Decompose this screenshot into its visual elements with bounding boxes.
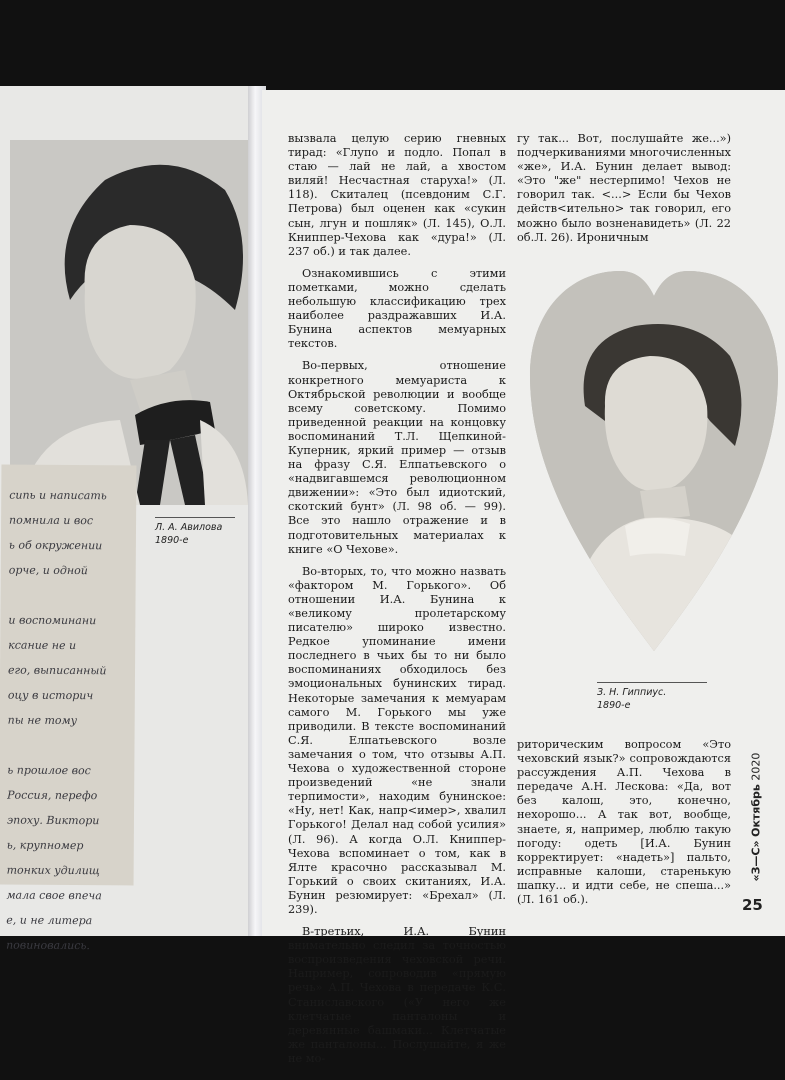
avilova-portrait (10, 140, 248, 505)
paragraph: риторическим вопросом «Это чеховский язык?» сопровождаются рассуждения А.П. Чехова в передаче А.Н. Лескова: «Да, вот без калош, это, конечно, нехорошо... А так вот, вообще, знаете, я, например, люблю такую погоду: одеть [И.А. Бунин корректирует: «надеть»] пальто, исправные калоши, старенькую шапку... и идти себе, не спеша...» (Л. 161 об.). (517, 738, 731, 907)
manuscript-line: пы не тому (7, 713, 78, 728)
avilova-caption (155, 517, 235, 547)
running-footer (744, 735, 768, 895)
gippius-heart-portrait (525, 256, 783, 656)
manuscript-line: эпоху. Виктори (6, 813, 100, 828)
journal-year: 2020 (749, 752, 763, 781)
gippius-caption (597, 682, 707, 712)
manuscript-line: мала свое впеча (6, 888, 102, 903)
paragraph: В-третьих, И.А. Бунин внимательно следил за точностью воспроизведения чеховской речи. Например, сопроводив «прямую речь» А.П. Чехова в передаче К.С. Станиславского («У него же клетчатые панталоны и деревянные башмаки... Клетчатые же панталоны... Послушайте, я же не мо- (288, 925, 506, 1065)
text-column-right-top (517, 132, 731, 245)
manuscript-line: помнила и вос (9, 513, 94, 528)
text-column-left (288, 132, 506, 1066)
paragraph: гу так... Вот, послушайте же...») подчеркиваниями многочисленных «же», И.А. Бунин делает вывод: «Это "же" нестерпимо! Чехов не говорил так. <...> Если бы Чехов действ<ительно> так говорил, его можно было возненавидеть» (Л. 22 об.Л. 26). Ироничным (517, 132, 731, 244)
manuscript-line: ксание не и (8, 638, 77, 653)
manuscript-line: ь об окружении (8, 538, 103, 553)
caption-name: Л. А. Авилова (155, 522, 223, 533)
manuscript-line: Россия, перефо (7, 788, 98, 803)
manuscript-line: сипь и написать (9, 488, 107, 503)
manuscript-line: его, выписанный (7, 663, 107, 678)
paragraph: Ознакомившись с этими пометками, можно сделать небольшую классификацию трех наиболее раздражавших И.А. Бунина аспектов мемуарных текстов. (288, 266, 506, 351)
journal-name: «З—С» (749, 840, 763, 882)
caption-year: 1890-е (155, 535, 189, 546)
manuscript-line: ь прошлое вос (7, 763, 91, 778)
paragraph: вызвала целую серию гневных тирад: «Глупо и подло. Попал в стаю — лай не лай, а хвостом виляй! Несчастная старуха!» (Л. 118). Скиталец (псевдоним С.Г. Петрова) был оценен как «сукин сын, лгун и пошляк» (Л. 145), О.Л. Книппер-Чехова как «дура!» (Л. 237 об.) и так далее. (288, 132, 506, 258)
journal-month: Октябрь (749, 784, 763, 837)
manuscript-page (0, 465, 136, 953)
text-column-right-bottom (517, 738, 731, 907)
manuscript-line: е, и не литера (6, 913, 93, 928)
manuscript-line: оцу в историч (7, 688, 94, 703)
manuscript-line (7, 733, 130, 759)
paragraph: Во-первых, отношение конкретного мемуариста к Октябрьской революции и вообще всему советскому. Помимо приведенной реакции на концовку воспоминаний Т.Л. Щепкиной-Куперник, яркий пример — отзыв на фразу С.Я. Елпатьевского о «надвигавшемся революционном движении»: «Это был идиотский, скотский бунт» (Л. 98 об. — 99). Все это нашло отражение и в подготовительных материалах к книге «О Чехове». (288, 359, 506, 556)
page-number: 25 (742, 896, 763, 914)
manuscript-line (8, 583, 131, 609)
manuscript-line: повиновались. (6, 938, 90, 953)
caption-year: 1890-е (597, 700, 631, 711)
caption-name: З. Н. Гиппиус. (597, 687, 667, 698)
paragraph: Во-вторых, то, что можно назвать «фактором М. Горького». Об отношении И.А. Бунина к «великому пролетарскому писателю» широко известно. Редкое упоминание имени последнего в чьих бы то ни было воспоминаниях обходилось без эмоциональных бунинских тирад. Некоторые замечания к мемуарам самого М. Горького мы уже приводили. В тексте воспоминаний С.Я. Елпатьевского возле замечания о том, что отзывы А.П. Чехова о художественной стороне произведений «не знали терпимости», находим бунинское: «Ну, нет! Как, напр<имер>, хвалил Горького! Делал над собой усилия» (Л. 96). А когда О.Л. Книппер-Чехова вспоминает о том, как в Ялте красочно рассказывал М. Горький о своих скитаниях, И.А. Бунин резюмирует: «Брехал» (Л. 239). (288, 564, 506, 916)
manuscript-line: ь, крупномер (6, 838, 84, 853)
manuscript-line: и воспоминани (8, 613, 97, 628)
manuscript-line: орче, и одной (8, 563, 88, 578)
manuscript-line: тонких удилищ (6, 863, 100, 878)
